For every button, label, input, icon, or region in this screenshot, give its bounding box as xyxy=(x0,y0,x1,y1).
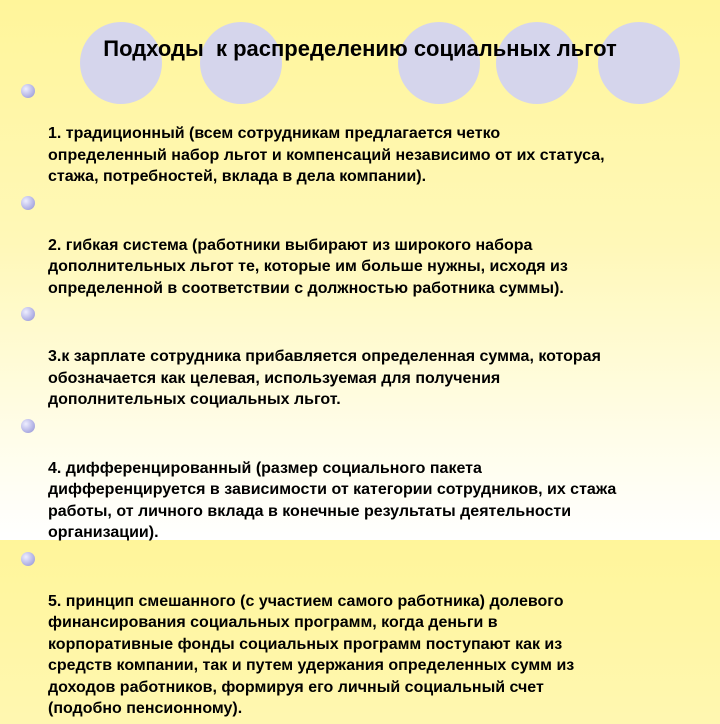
list-item-text: 4. дифференцированный (размер социального пакета дифференцируется в зависимости от категории сотрудников, их стажа работы, от личного вклада в конечные результаты деятельности организации). xyxy=(48,459,617,541)
list-item-text: 1. традиционный (всем сотрудникам предлагается четко определенный набор льгот и компенсаций независимо от их статуса, стажа, потребностей, вклада в дела компании). xyxy=(48,125,605,185)
list-item xyxy=(20,80,700,188)
list-item xyxy=(20,548,700,720)
approaches-list xyxy=(20,80,700,724)
bullet-icon xyxy=(21,552,35,566)
bullet-icon xyxy=(21,419,35,433)
list-item-text: 2. гибкая система (работники выбирают из широкого набора дополнительных льгот те, которые им больше нужны, исходя из определенной в соответствии с должностью работника суммы). xyxy=(48,236,568,297)
list-item-text: 5. принцип смешанного (с участием самого работника) долевого финансирования социальных программ, когда деньги в корпоративные фонды социальных программ поступают как из средств компании, так и путем удержания определенных сумм из доходов работников, формируя его личный социальный счет (подобно пенсионному). xyxy=(48,592,575,717)
slide-title: Подходы к распределению социальных льгот xyxy=(103,36,617,61)
bullet-icon xyxy=(21,84,35,98)
bullet-icon xyxy=(21,307,35,321)
list-item-text: 3.к зарплате сотрудника прибавляется определенная сумма, которая обозначается как целевая, используемая для получения дополнительных социальных льгот. xyxy=(48,348,601,408)
bullet-icon xyxy=(21,196,35,210)
list-item xyxy=(20,303,700,411)
list-item xyxy=(20,415,700,544)
list-item xyxy=(20,192,700,300)
